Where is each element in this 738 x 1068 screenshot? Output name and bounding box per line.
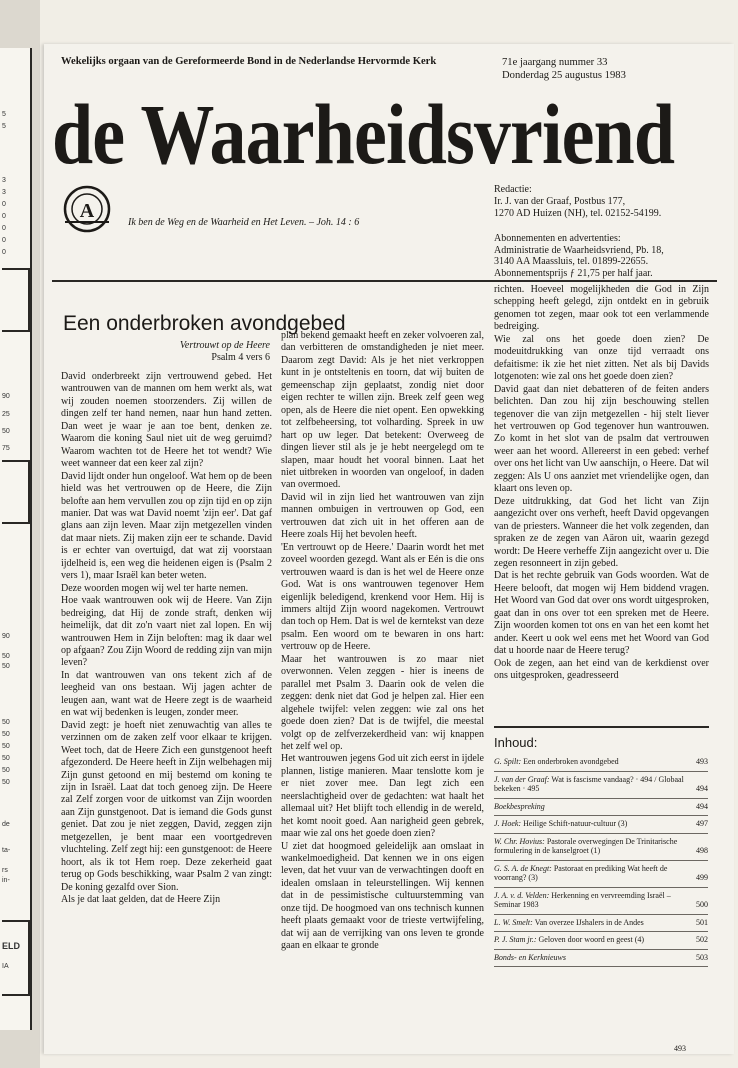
table-of-contents (494, 735, 708, 967)
abon-phone: 3140 AA Maassluis, tel. 01899-22655. (494, 256, 649, 268)
paragraph: Hoe vaak wantrouwen ook wij de Heere. Van Zijn bedreiging, dat Hij de zonde straft, denken wij heimelijk, dat dit zo'n vaart niet zal lopen. En wij wantrouwen Hem in Zijn beloften: mag ik daar wel op afgaan? Zou Zijn Woord de redding zijn van mijn leven? (61, 595, 272, 669)
paragraph: Deze uitdrukking, dat God het licht van Zijn aangezicht over ons verheft, heeft David opgevangen van de priesters. Wanneer die het volk zegenden, dan spraken ze de zegen van Aäron uit, waarin gezegd wordt: De Heere verheffe Zijn aangezicht over u. Die zegen resonneert in zijn gebed. (494, 495, 709, 569)
spine-number: 3 (2, 177, 6, 184)
paragraph: U ziet dat hoogmoed geleidelijk aan omslaat in wankelmoedigheid. Dat kennen we in ons eigen leven, dat het vuur van de verwachtingen dooft en idealen omslaan in teleurstellingen. Wij kennen dat in de pessimistische cultuurstemming van onze tijd. De hoogmoed van ons technisch kunnen heeft plaats gemaakt voor de trieste vertwijfeling, dat wij aan de verrijking van ons leven te gronde gaan en elkaar te gronde (281, 840, 484, 952)
redactie-address: Ir. J. van der Graaf, Postbus 177, (494, 196, 626, 207)
newspaper-page (44, 44, 734, 1054)
toc-entry[interactable] (494, 799, 708, 817)
spine-number: in- (2, 877, 10, 884)
scripture-reference: Psalm 4 vers 6 (211, 352, 270, 363)
toc-title: Boekbespreking (494, 801, 545, 811)
spine-number: 5 (2, 111, 6, 118)
paragraph: Als je dat laat gelden, dat de Heere Zijn (61, 894, 221, 906)
issue-info (502, 56, 626, 82)
toc-page: 500 (696, 900, 708, 909)
toc-author: J. van der Graaf: (494, 774, 550, 784)
inhoud-divider (494, 726, 709, 728)
toc-author: P. J. Stam jr.: (494, 935, 537, 944)
article-column-2 (281, 330, 484, 953)
toc-entry[interactable] (494, 888, 708, 915)
toc-author: J. Hoek: (494, 819, 522, 828)
spine-number: 50 (2, 731, 10, 738)
spine-number: ta- (2, 847, 11, 854)
spine-number: rs (2, 867, 8, 874)
abon-address: Administratie de Waarheidsvriend, Pb. 18, (494, 244, 664, 256)
toc-entry[interactable] (494, 772, 708, 799)
toc-entry[interactable] (494, 915, 708, 933)
editorial-contact (494, 184, 661, 220)
paragraph: Maar het wantrouwen is zo maar niet overwonnen. Velen zeggen - hier is ineens de parallel met Psalm 3. Daarin ook de velen die zeggen: denk niet dat God je helpen zal. Hier een algehele twijfel: velen zeggen: wie zal ons het goede doen zien? Dat is de twijfel, die meestal volgt op de zelfverzekerdheid van: wij knappen het zelf wel op. (281, 653, 484, 752)
toc-title: Geloven door woord en geest (4) (538, 935, 645, 944)
spine-number: 50 (2, 743, 10, 750)
volume-spine (0, 0, 40, 1068)
toc-entry[interactable] (494, 861, 708, 888)
toc-page: 498 (696, 846, 708, 855)
paragraph: Wie zal ons het goede doen zien? De modeuitdrukking van onze tijd verraadt ons defaitisme: ik zie het niet zitten. Net als bij Davids lotgenoten: wie zal ons het goede doen zien? (494, 333, 709, 383)
toc-author: W. Chr. Hovius: (494, 836, 545, 846)
page-number: 493 (674, 1044, 686, 1053)
toc-title: Een onderbroken avondgebed (523, 757, 619, 766)
spine-number: 3 (2, 189, 6, 196)
toc-page: 503 (696, 952, 708, 962)
paragraph: David onderbreekt zijn vertrouwend gebed. Het wantrouwen van de mannen om hem werkt als, wat wij zouden noemen stoorzenders. Zij willen de dingen zelf ter hand nemen, naar hun hand zetten. Dan weet je waar je aan toe bent, denken ze. Waarom die koning Saul niet uit de weg geruimd? Waarom wachten tot de Heere het tot wendt? Wie weet wanneer dat een keer zal zijn? (61, 371, 272, 470)
abon-label: Abonnementen en advertenties: (494, 233, 621, 244)
redactie-label: Redactie: (494, 184, 532, 195)
logo-letter: A (79, 200, 95, 222)
toc-page: 493 (696, 757, 708, 766)
toc-page: 502 (696, 935, 708, 944)
issue-date: Donderdag 25 augustus 1983 (502, 70, 626, 81)
logo-emblem-icon (62, 184, 112, 234)
spine-number: 50 (2, 779, 10, 786)
spine-number: 50 (2, 663, 10, 670)
motto: Ik ben de Weg en de Waarheid en Het Leven. – Joh. 14 : 6 (128, 217, 360, 228)
spine-number: 0 (2, 225, 6, 232)
subscription-info (494, 233, 664, 279)
toc-page: 494 (696, 801, 708, 811)
article-column-1 (61, 371, 272, 906)
spine-box (2, 460, 30, 524)
bond-logo (62, 184, 112, 234)
article-column-3 (494, 284, 709, 683)
spine-number: 50 (2, 428, 10, 435)
spine-number: 50 (2, 755, 10, 762)
toc-title: Pastoraat en prediking Wat heeft de voorrang? (3) (494, 863, 668, 882)
toc-page: 497 (696, 819, 708, 828)
spine-number: 0 (2, 249, 6, 256)
redactie-phone: 1270 AD Huizen (NH), tel. 02152-54199. (494, 208, 662, 219)
paragraph: David gaat dan niet debatteren of de feiten anders belichten. Dan zou hij zijn beschouwing stellen tegenover die van zijn metgezellen - hij stelt liever het vertrouwen op God tegenover hun wantrouwen. Zo komt in het slot van de psalm dat vertrouwen weer aan het woord. Allereerst in een gebed: verhef over ons het licht van Uw aanschijn, o Heere. Dat wil zeggen: Als U ons aanziet met vriendelijke ogen, dan klaart ons leven op. (494, 383, 709, 495)
spine-number: 0 (2, 237, 6, 244)
paragraph: plan bekend gemaakt heeft en zeker volvoeren zal, dan verbitteren de omstandigheden je niet meer. Daarom zegt David: Als je het niet verkroppen kunt in je ontsteltenis en toorn, dat wij buiten de gemeenschap zijn geplaatst, zondig niet door eigen rechter te willen zijn. Breek zelf geen weg open, als de Heere die niet opent. Een opwekking tot zelfbeheersing, tot volharding. Spreek in uw hart op uw leger. Dat betekent: Overweeg de dingen liever stil als je je hebt neergelegd om te slapen, maar houdt het vooral binnen. Laat het niet uitbreken in woorden van ongeloof, in daden van overmoed. (281, 330, 484, 491)
paragraph: David lijdt onder hun ongeloof. Wat hem op de been hield was het vertrouwen op de Heere, die Zijn belofte aan hem vervullen zou op zijn tijd en op zijn manier. Dat was wat David noemt 'zijn eer'. Dat gaf glans aan zijn leven. Maar zijn metgezellen vinden dat maar niets. Zij maken zijn eer te schande. David is er echter van overtuigd, dat wat zij voorstaan ijdelheid is, een weg die heidenen eigen is (Psalm 2 vers 1), maar Israël kan beter weten. (61, 470, 272, 582)
spine-label: IA (2, 963, 9, 970)
spine-number: 50 (2, 719, 10, 726)
spine-box (2, 920, 30, 996)
paragraph: Dat is het rechte gebruik van Gods woorden. Wat de Heere belooft, dat mogen wij Hem biddend vragen. Het Woord van God dat over ons wordt uitgesproken, gaat dan in ons over tot een spreken met de Heere. Zijn woorden komen tot ons en van het een komt het ander. Keert u ook wel eens met het Woord van God dat u hoorde naar de Heere terug? (494, 570, 709, 657)
toc-title: Wat is fascisme vandaag? · 494 / Globaal bekeken · 495 (494, 774, 684, 793)
spine-number: 0 (2, 201, 6, 208)
toc-author: L. W. Smelt: (494, 917, 533, 927)
spine-box (2, 268, 30, 332)
paragraph: 'En vertrouwt op de Heere.' Daarin wordt het met zoveel woorden gezegd. Want als er Eén is die ons vertrouwen waard is dan is het wel de Heere onze God. Wat is ons wantrouwen tegenover Hem eigenlijk beledigend, krenkend voor Hem. Hij is immers altijd Zijn woord nagekomen. Vertrouwt dan toch op Hem. Dat is wel de kerntekst van deze psalm. Een woord om te bewaren in ons hart: vertrouw op de Heere. (281, 541, 484, 653)
paragraph: Ook de zegen, aan het eind van de kerkdienst over ons uitgesproken, geadresseerd (494, 657, 709, 682)
toc-title: Van overzee IJshalers in de Andes (534, 917, 644, 927)
toc-title: Herkenning en vervreemding Israël – Seminar 1983 (494, 890, 671, 909)
spine-number: 50 (2, 767, 10, 774)
toc-page: 501 (696, 917, 708, 927)
paragraph: Het wantrouwen jegens God uit zich eerst in ijdele plannen, listige manieren. Maar tenslotte kom je er niet zover mee. Dan legt zich een neerslachtigheid over de gedachten: wat haalt het allemaal uit? Het blijft toch ellendig in de wereld, het komt nooit goed. Aan narigheid geen gebrek, maar wie zal ons het goede doen zien? (281, 753, 484, 840)
toc-title: Pastorale overwegingen De Trinitarische formulering in de kanselgroet (1) (494, 836, 678, 855)
paragraph: David wil in zijn lied het wantrouwen van zijn mannen ombuigen in vertrouwen op God, een vertrouwen dat zich uit in het offeren aan de Heere zoals Hij het bevolen heeft. (281, 491, 484, 541)
article-subtitle (100, 340, 270, 364)
spine-label: ELD (2, 941, 20, 951)
paragraph: Deze woorden mogen wij wel ter harte nemen. (61, 582, 249, 594)
toc-page: 494 (696, 784, 708, 793)
spine-number: 50 (2, 653, 10, 660)
spine-number: 90 (2, 393, 10, 400)
spine-number: 25 (2, 411, 10, 418)
masthead: de Waarheidsvriend (52, 86, 675, 182)
paragraph: In dat wantrouwen van ons tekent zich af de leegheid van ons bestaan. Wij jagen achter de leugen aan, want wat de Heere zegt is de waarheid en wat wij bedenken is leugen, zonder meer. (61, 669, 272, 719)
abon-price: Abonnementsprijs ƒ 21,75 per half jaar. (494, 267, 653, 279)
toc-page: 499 (696, 873, 708, 882)
spine-number: 0 (2, 213, 6, 220)
toc-entry[interactable] (494, 754, 708, 772)
subtitle-text: Vertrouwt op de Heere (179, 340, 270, 351)
paragraph: David zegt: je hoeft niet zenuwachtig van alles te verzinnen om de zaken zelf voor elkaar te krijgen. Weet toch, dat de Heere Zich een gunstgenoot heeft afgezonderd. De Heere heeft in Zijn welbehagen mij Zijn gunst getoond en mij bestemd om koning te zijn in Israël. Laat dat toch genoeg zijn. De Heere zal Zelf zorgen voor de uitkomst van Zijn woorden aan Zijn gunstgenoot. Dat is iemand die Gods gunst geniet. Dat zou je niet zeggen, David, zeggen zijn metgezellen, je bent maar een voortgedreven vluchteling. Zelf zegt hij: een gunstgenoot: de Heere hoort, als ik tot Hem roep. Deze zekerheid gaat terug op Gods beschikking, waar Psalm 2 van zingt: De koning gezalfd over Sion. (61, 719, 272, 893)
spine-number: de (2, 821, 10, 828)
toc-entry[interactable] (494, 950, 708, 968)
toc-author: G. Spilt: (494, 757, 522, 766)
spine-number: 5 (2, 123, 6, 130)
toc-title: Bonds- en Kerknieuws (494, 952, 566, 962)
spine-number: 75 (2, 445, 10, 452)
toc-author: J. A. v. d. Velden: (494, 890, 550, 900)
toc-title: Heilige Schift-natuur-cultuur (3) (523, 819, 628, 828)
toc-author: G. S. A. de Knegt: (494, 863, 552, 873)
header-divider (52, 280, 717, 282)
spine-number: 90 (2, 633, 10, 640)
toc-entry[interactable] (494, 816, 708, 834)
paragraph: richten. Hoeveel mogelijkheden die God in Zijn schepping heeft gelegd, zijn ontdekt en in gebruik genomen tot zegen, maar ook tot een verlammende bedreiging. (494, 284, 709, 333)
issue-number: 71e jaargang nummer 33 (502, 57, 608, 68)
article-title: Een onderbroken avondgebed (63, 312, 346, 335)
tagline: Wekelijks orgaan van de Gereformeerde Bond in de Nederlandse Hervormde Kerk (61, 56, 437, 67)
toc-heading: Inhoud: (494, 735, 538, 750)
toc-entry[interactable] (494, 834, 708, 861)
toc-entry[interactable] (494, 932, 708, 950)
